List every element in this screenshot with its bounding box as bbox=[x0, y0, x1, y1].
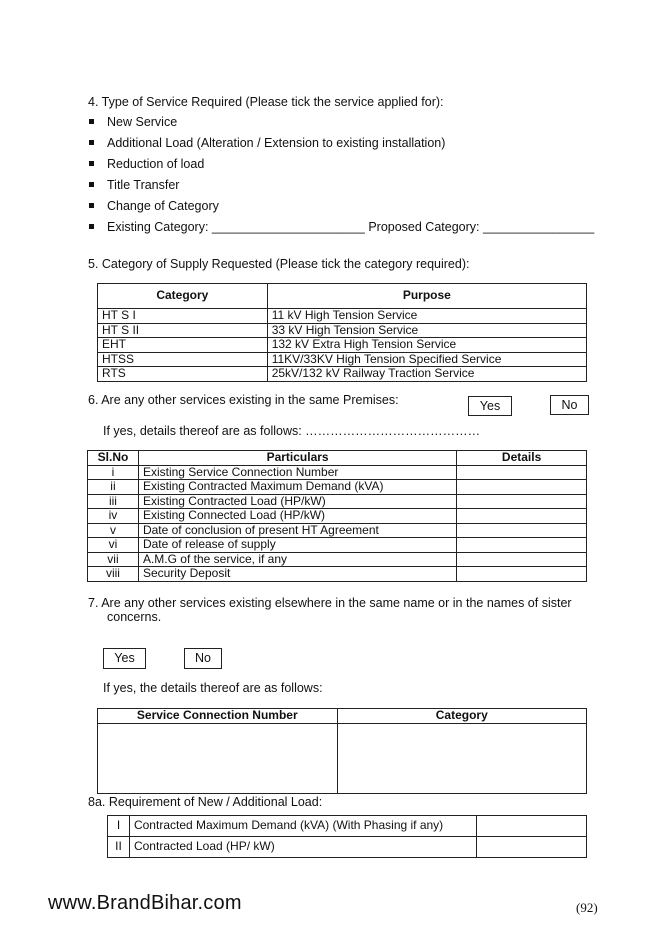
yes-checkbox[interactable]: Yes bbox=[103, 648, 146, 669]
section5-title: 5. Category of Supply Requested (Please tick the category required): bbox=[88, 257, 470, 271]
existing-proposed-category-field[interactable]: Existing Category: ______________________ Proposed Category: ________________ bbox=[107, 220, 595, 234]
details-cell[interactable] bbox=[457, 465, 587, 480]
no-checkbox[interactable]: No bbox=[184, 648, 222, 669]
service-option-additional-load: Additional Load (Alteration / Extension to existing installation) bbox=[107, 136, 446, 150]
particulars-cell: Existing Contracted Maximum Demand (kVA) bbox=[138, 480, 456, 495]
table-row[interactable] bbox=[98, 367, 587, 382]
section7-title-line2: concerns. bbox=[107, 610, 162, 624]
slno-cell: vi bbox=[88, 538, 139, 553]
no-checkbox[interactable]: No bbox=[550, 395, 589, 415]
table-row[interactable] bbox=[98, 352, 587, 367]
bullet-icon bbox=[89, 224, 94, 229]
table-row[interactable] bbox=[98, 309, 587, 324]
table-row[interactable] bbox=[88, 567, 587, 582]
roman-number-cell: II bbox=[108, 837, 130, 858]
details-cell[interactable] bbox=[457, 538, 587, 553]
slno-cell: ii bbox=[88, 480, 139, 495]
table-row[interactable] bbox=[88, 538, 587, 553]
category-table bbox=[97, 283, 587, 382]
section6-title: 6. Are any other services existing in the same Premises: bbox=[88, 393, 399, 407]
details-cell[interactable] bbox=[457, 494, 587, 509]
service-connection-number-cell[interactable] bbox=[98, 723, 338, 793]
bullet-icon bbox=[89, 119, 94, 124]
particulars-cell: Existing Contracted Load (HP/kW) bbox=[138, 494, 456, 509]
table-row[interactable] bbox=[98, 323, 587, 338]
table-row[interactable] bbox=[108, 837, 587, 858]
category-cell: EHT bbox=[98, 338, 268, 353]
table-row[interactable] bbox=[98, 723, 587, 793]
particulars-cell: Existing Connected Load (HP/kW) bbox=[138, 509, 456, 524]
details-cell[interactable] bbox=[457, 552, 587, 567]
table-row[interactable] bbox=[98, 338, 587, 353]
slno-cell: iii bbox=[88, 494, 139, 509]
particulars-header: Particulars bbox=[138, 451, 456, 466]
purpose-cell: 25kV/132 kV Railway Traction Service bbox=[267, 367, 586, 382]
bullet-icon bbox=[89, 203, 94, 208]
particulars-cell: Existing Service Connection Number bbox=[138, 465, 456, 480]
particulars-cell: Security Deposit bbox=[138, 567, 456, 582]
section6-details-line: If yes, details thereof are as follows: …………………………………… bbox=[103, 424, 481, 438]
bullet-icon bbox=[89, 140, 94, 145]
section8a-title: 8a. Requirement of New / Additional Load: bbox=[88, 795, 323, 809]
table-row[interactable] bbox=[108, 816, 587, 837]
slno-cell: iv bbox=[88, 509, 139, 524]
category-header: Category bbox=[337, 709, 586, 724]
purpose-cell: 11KV/33KV High Tension Specified Service bbox=[267, 352, 586, 367]
details-cell[interactable] bbox=[457, 509, 587, 524]
slno-cell: viii bbox=[88, 567, 139, 582]
purpose-header: Purpose bbox=[267, 284, 586, 309]
category-cell: HT S II bbox=[98, 323, 268, 338]
particulars-cell: Date of release of supply bbox=[138, 538, 456, 553]
existing-services-table bbox=[87, 450, 587, 582]
requirement-label-cell: Contracted Load (HP/ kW) bbox=[129, 837, 476, 858]
details-header: Details bbox=[457, 451, 587, 466]
purpose-cell: 132 kV Extra High Tension Service bbox=[267, 338, 586, 353]
service-option-new: New Service bbox=[107, 115, 178, 129]
requirement-value-cell[interactable] bbox=[477, 816, 587, 837]
bullet-icon bbox=[89, 182, 94, 187]
table-row[interactable] bbox=[88, 494, 587, 509]
service-connection-number-header: Service Connection Number bbox=[98, 709, 338, 724]
table-row[interactable] bbox=[88, 523, 587, 538]
requirement-label-cell: Contracted Maximum Demand (kVA) (With Phasing if any) bbox=[129, 816, 476, 837]
table-row[interactable] bbox=[88, 552, 587, 567]
details-cell[interactable] bbox=[457, 567, 587, 582]
table-row[interactable] bbox=[88, 465, 587, 480]
service-option-title-transfer: Title Transfer bbox=[107, 178, 180, 192]
section7-details-line: If yes, the details thereof are as follows: bbox=[103, 681, 323, 695]
details-cell[interactable] bbox=[457, 523, 587, 538]
category-cell: RTS bbox=[98, 367, 268, 382]
section7-title-line1: 7. Are any other services existing elsewhere in the same name or in the names of sister bbox=[88, 596, 572, 610]
slno-cell: i bbox=[88, 465, 139, 480]
slno-header: Sl.No bbox=[88, 451, 139, 466]
sister-concerns-table bbox=[97, 708, 587, 794]
bullet-icon bbox=[89, 161, 94, 166]
yes-checkbox[interactable]: Yes bbox=[468, 396, 512, 416]
slno-cell: vii bbox=[88, 552, 139, 567]
particulars-cell: A.M.G of the service, if any bbox=[138, 552, 456, 567]
table-row[interactable] bbox=[88, 509, 587, 524]
category-cell[interactable] bbox=[337, 723, 586, 793]
slno-cell: v bbox=[88, 523, 139, 538]
section4-title: 4. Type of Service Required (Please tick the service applied for): bbox=[88, 95, 444, 109]
page-number: (92) bbox=[576, 900, 598, 915]
details-cell[interactable] bbox=[457, 480, 587, 495]
service-option-change-category: Change of Category bbox=[107, 199, 219, 213]
category-cell: HT S I bbox=[98, 309, 268, 324]
category-header: Category bbox=[98, 284, 268, 309]
roman-number-cell: I bbox=[108, 816, 130, 837]
purpose-cell: 33 kV High Tension Service bbox=[267, 323, 586, 338]
particulars-cell: Date of conclusion of present HT Agreement bbox=[138, 523, 456, 538]
purpose-cell: 11 kV High Tension Service bbox=[267, 309, 586, 324]
service-option-reduction: Reduction of load bbox=[107, 157, 205, 171]
table-row[interactable] bbox=[88, 480, 587, 495]
load-requirement-table bbox=[107, 815, 587, 858]
website-link[interactable]: www.BrandBihar.com bbox=[48, 892, 242, 914]
requirement-value-cell[interactable] bbox=[477, 837, 587, 858]
category-cell: HTSS bbox=[98, 352, 268, 367]
